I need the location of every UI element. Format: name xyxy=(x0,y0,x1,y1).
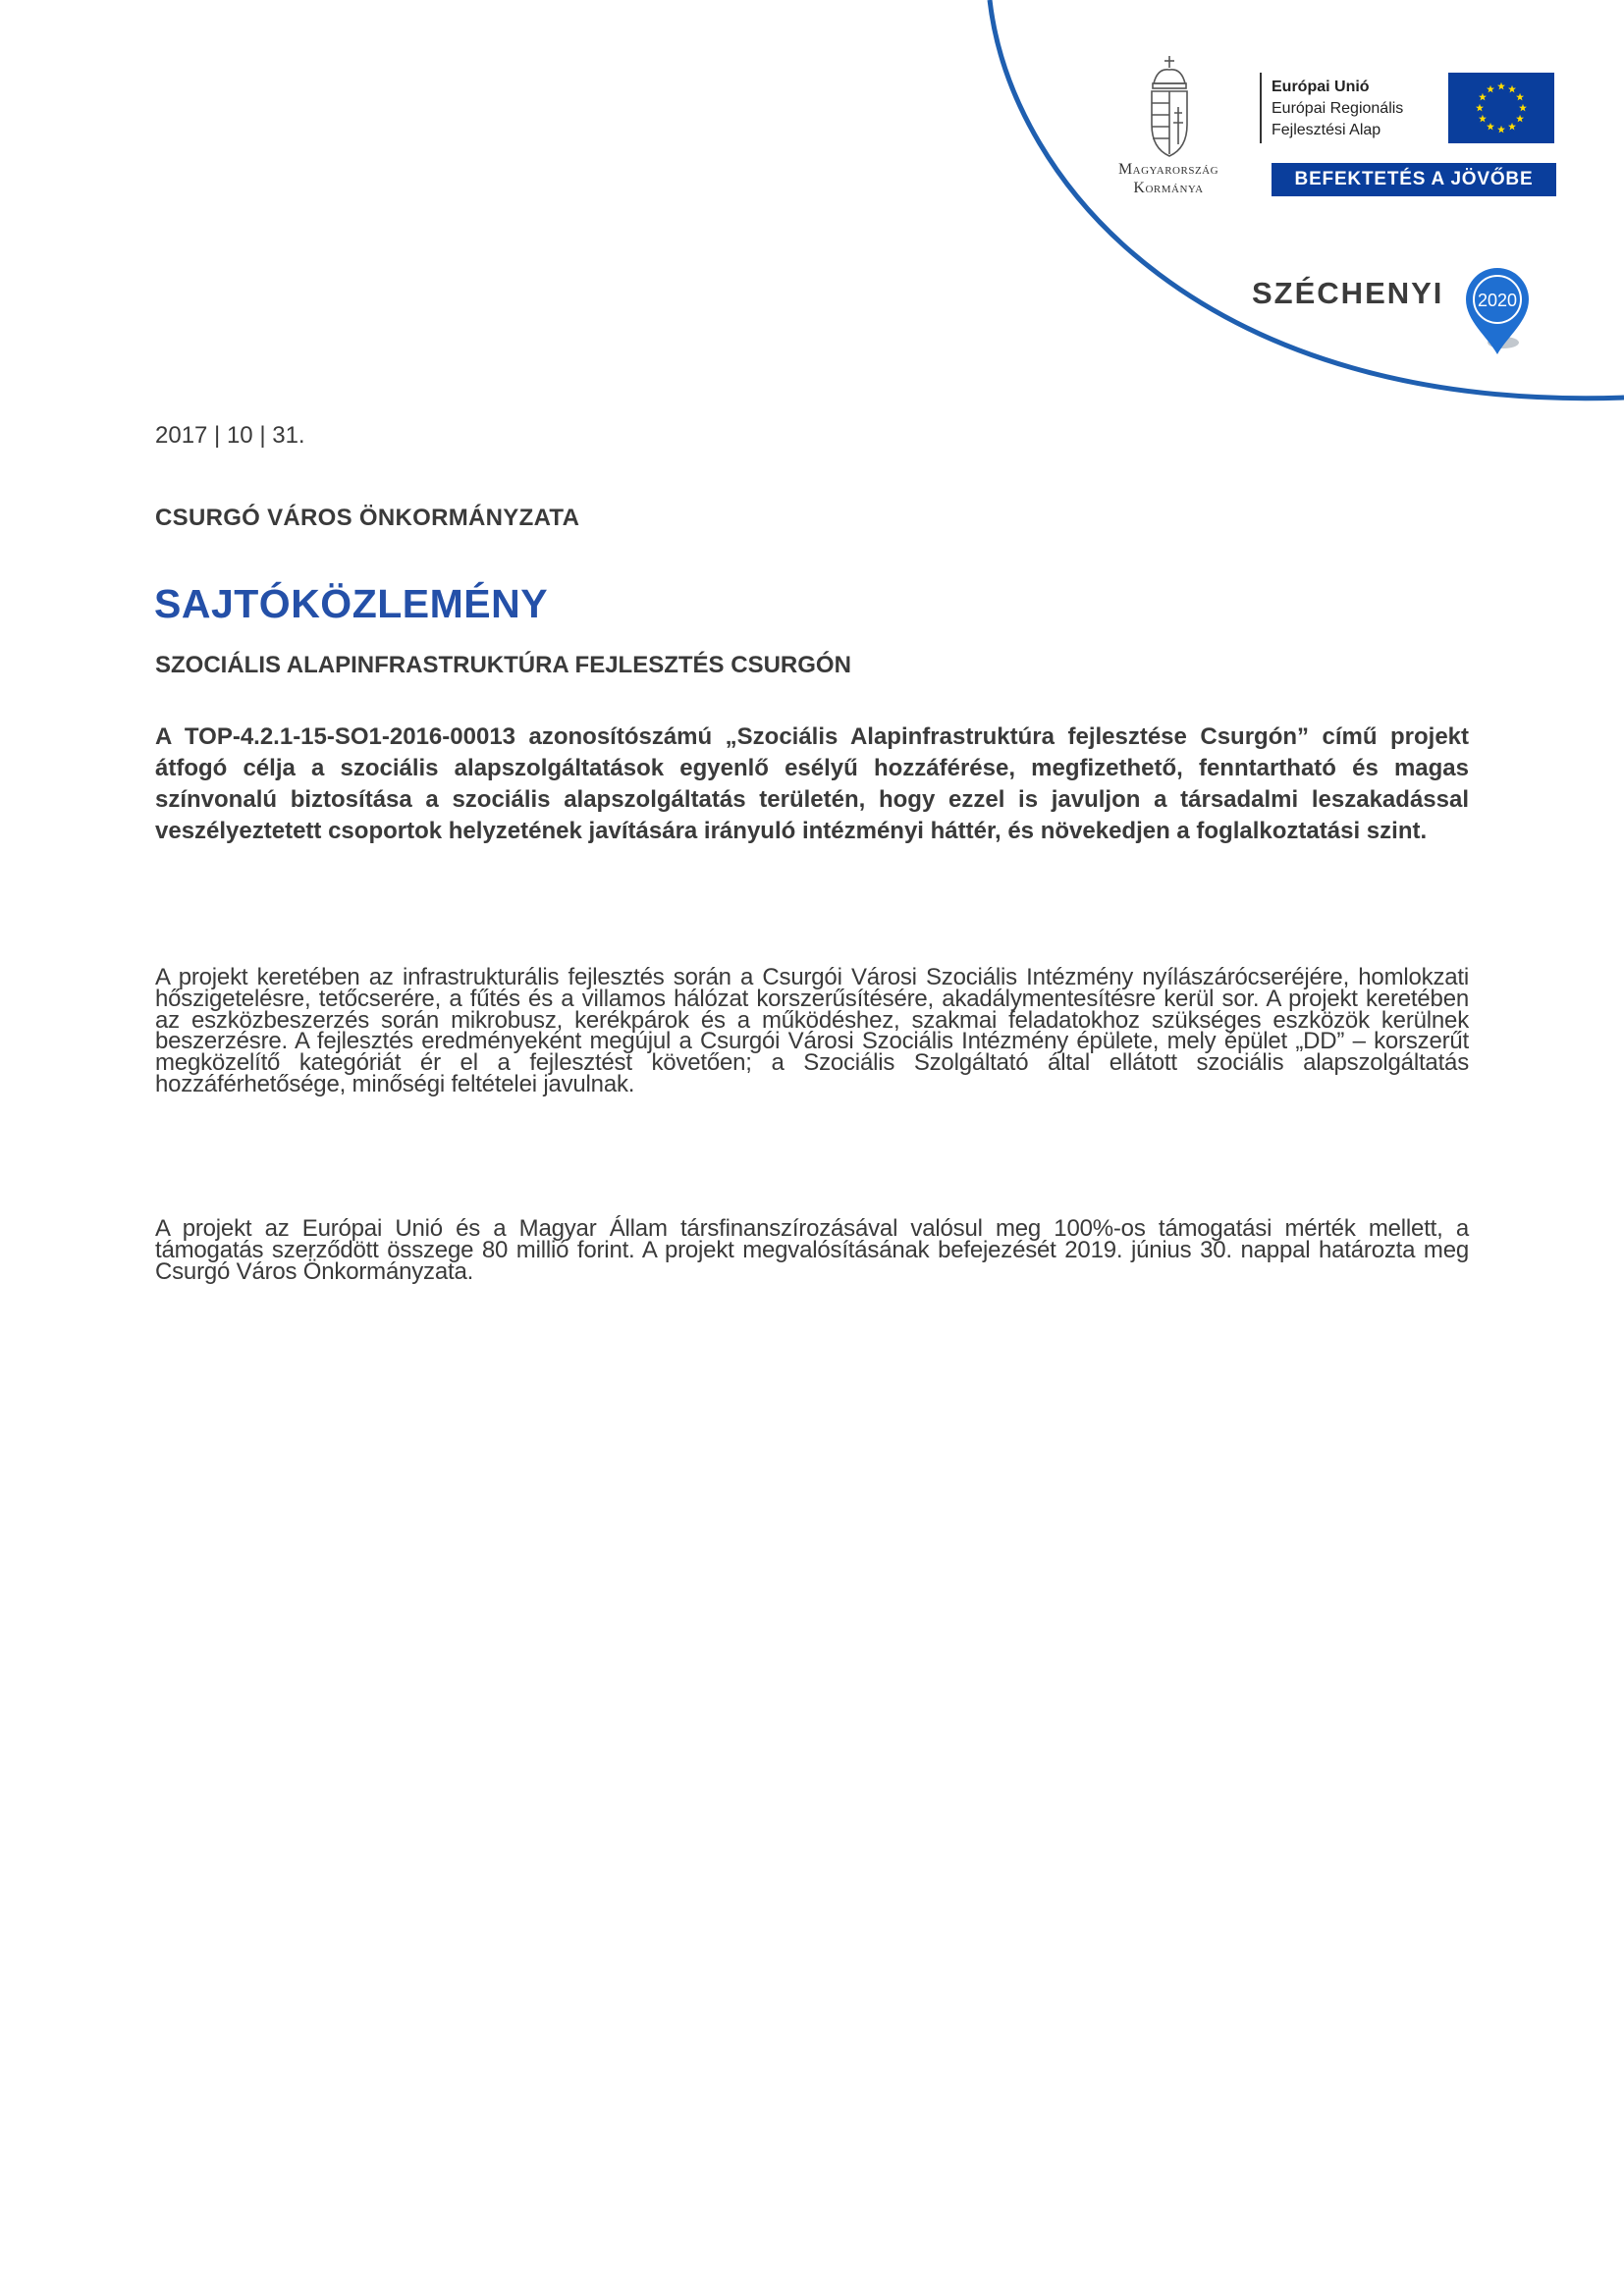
eu-logo-line2: Európai Regionális xyxy=(1272,100,1404,117)
lead-paragraph: A TOP-4.2.1-15-SO1-2016-00013 azonosítószámú „Szociális Alapinfrastruktúra fejlesztése Csurgón” című projekt átfogó célja a szociális alapszolgáltatások egyenlő esélyű hozzáférése, megfizethető, fenntartható és magas színvonalú biztosítása a szociális alapszolgáltatás területén, hogy ezzel is javuljon a társadalmi leszakadással veszélyeztetett csoportok helyzetének javítására irányuló intézményi háttér, és növekedjen a foglalkoztatási szint. xyxy=(155,723,1469,844)
organization-name: CSURGÓ VÁROS ÖNKORMÁNYZATA xyxy=(155,505,580,531)
szechenyi-badge-year: 2020 xyxy=(1477,291,1518,310)
invest-in-future-banner: BEFEKTETÉS A JÖVŐBE xyxy=(1272,163,1556,196)
hungarian-government-logo xyxy=(1090,54,1247,201)
szechenyi-wordmark: SZÉCHENYI xyxy=(1252,276,1444,310)
eu-logo-divider xyxy=(1260,73,1262,143)
szechenyi-2020-logo xyxy=(1252,260,1546,368)
page-title: SAJTÓKÖZLEMÉNY xyxy=(154,581,549,626)
eu-flag-icon xyxy=(1448,73,1554,143)
eu-logo-text xyxy=(1272,77,1403,141)
body-paragraph-1: A projekt keretében az infrastrukturális fejlesztés során a Csurgói Városi Szociális Intézmény nyílászárócseréjére, homlokzati hőszigetelésre, tetőcserére, a fűtés és a villamos hálózat korszerűsítésére, akadálymentesítésre kerül sor. A projekt keretében az eszközbeszerzés során mikrobusz, kerékpárok és a működéshez, szakmai feladatokhoz szükséges eszközök kerülnek beszerzésre. A fejlesztés eredményeként megújul a Csurgói Városi Szociális Intézmény épülete, mely épület „DD” – korszerűt megközelítő kategóriát ér el a fejlesztést követően; a Szociális Szolgáltató által ellátott szociális alapszolgáltatás hozzáférhetősége, minőségi feltételei javulnak. xyxy=(155,964,1469,1097)
body-paragraph-2: A projekt az Európai Unió és a Magyar Állam társfinanszírozásával valósul meg 100%-os támogatási mérték mellett, a támogatás szerződött összege 80 millió forint. A projekt megvalósításának befejezését 2019. június 30. nappal határozta meg Csurgó Város Önkormányzata. xyxy=(155,1215,1469,1285)
eu-logo-line3: Fejlesztési Alap xyxy=(1272,122,1381,138)
eu-fund-logo xyxy=(1260,73,1558,200)
hungarian-coat-of-arms-icon xyxy=(1144,54,1195,162)
government-logo-line2: Kormánya xyxy=(1133,180,1204,196)
government-logo-line1: Magyarország xyxy=(1117,161,1219,178)
header-arc xyxy=(0,0,1624,452)
release-date: 2017 | 10 | 31. xyxy=(155,422,305,449)
eu-logo-line1: Európai Unió xyxy=(1272,79,1370,95)
page-subtitle: SZOCIÁLIS ALAPINFRASTRUKTÚRA FEJLESZTÉS CSURGÓN xyxy=(155,652,851,678)
government-logo-text xyxy=(1090,160,1247,197)
location-pin-icon xyxy=(1458,260,1537,358)
